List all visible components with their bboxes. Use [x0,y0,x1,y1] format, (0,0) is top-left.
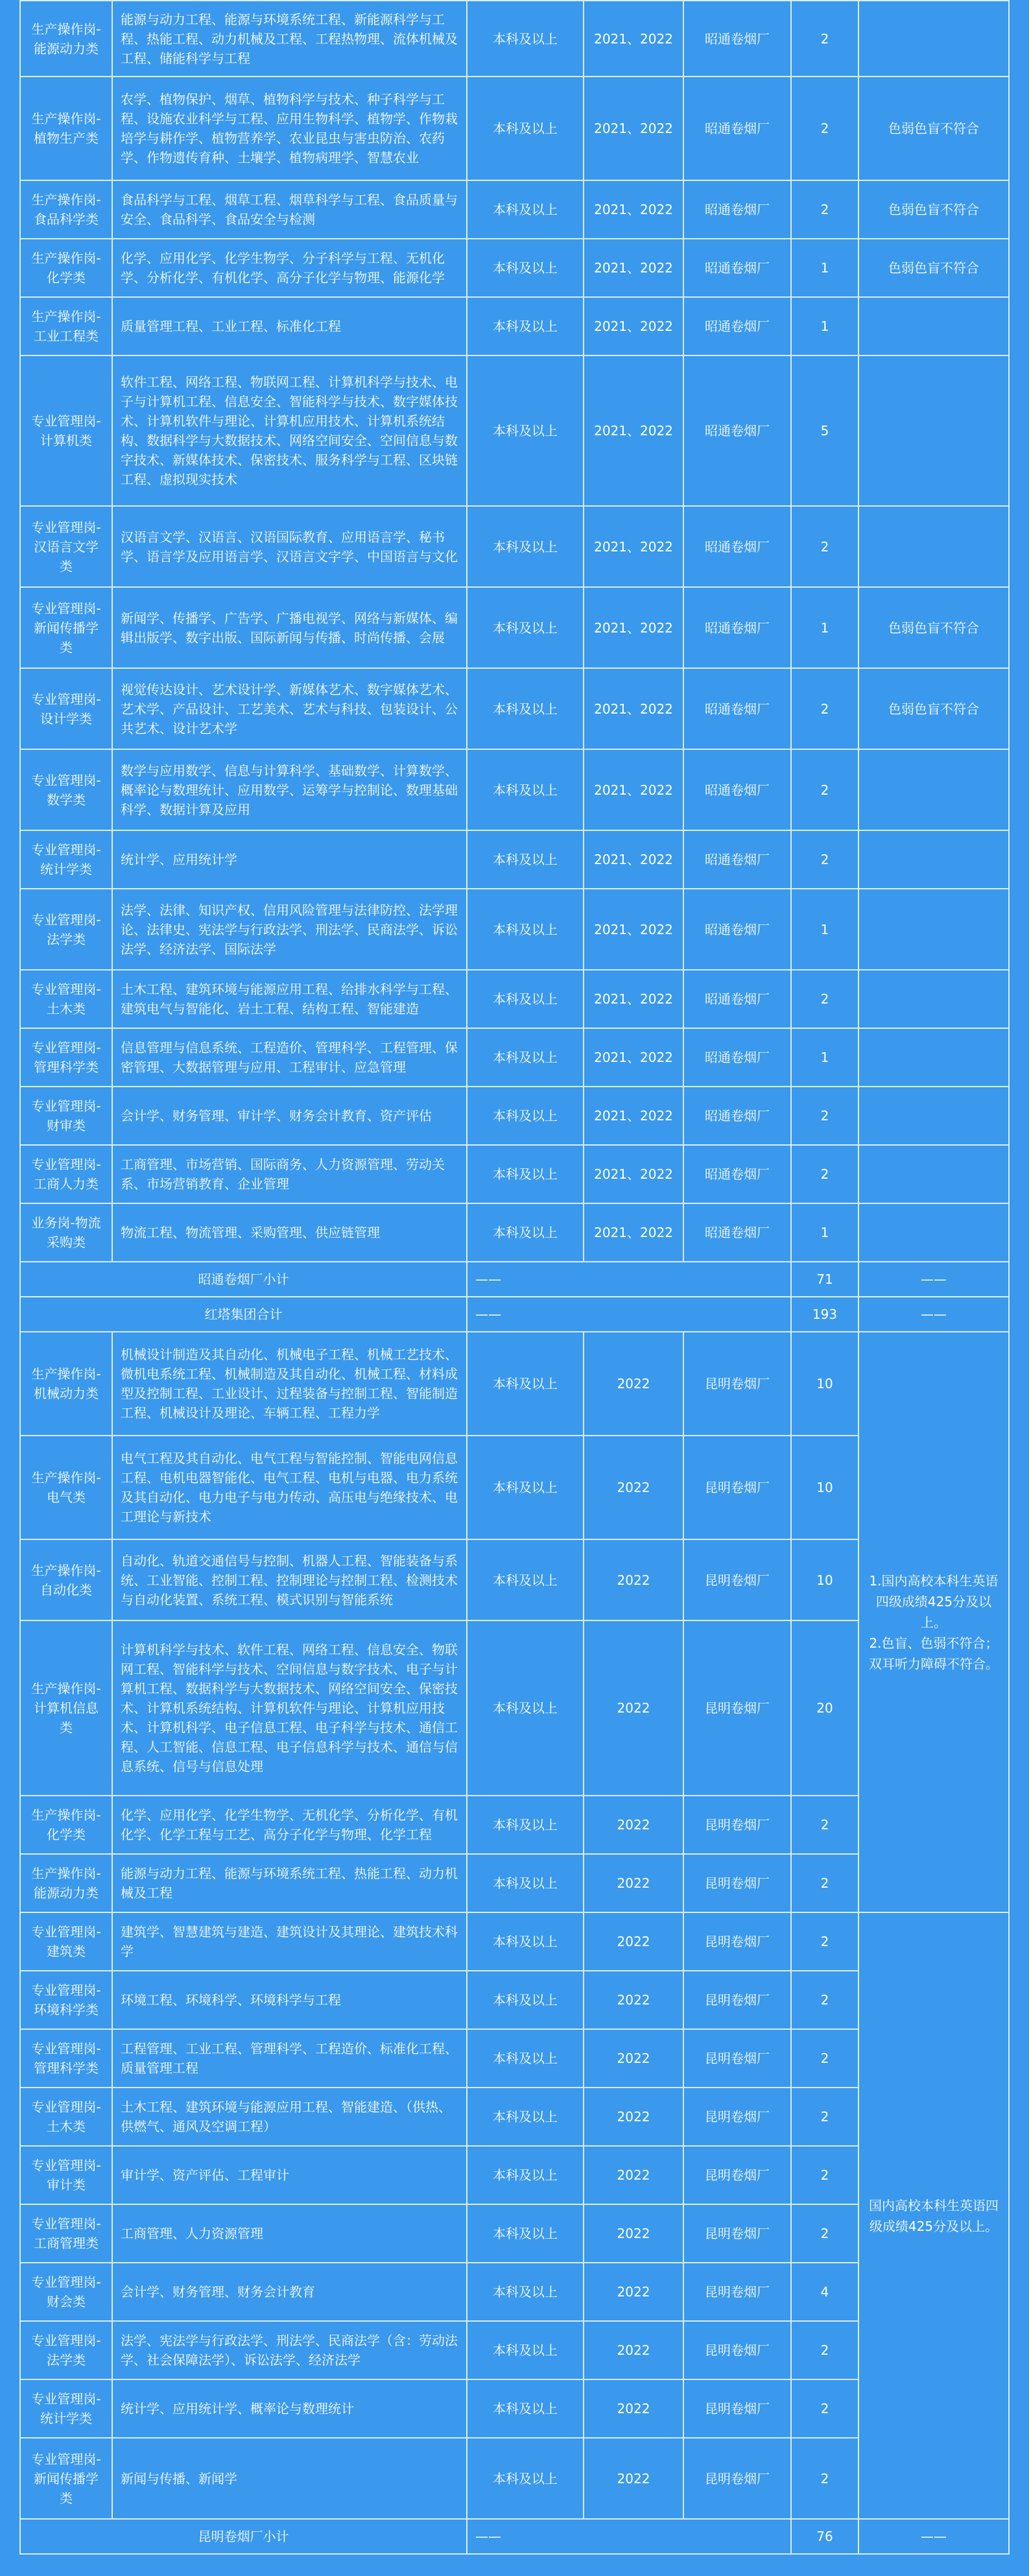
job-cell: 生产操作岗-计算机信息类 [20,1620,112,1796]
merged-note-cell: 国内高校本科生英语四级成绩425分及以上。 [858,1912,1009,2519]
table-row [20,1912,1009,1971]
degree-cell: 本科及以上 [467,1854,584,1912]
table-row [20,970,1009,1028]
table-row [20,239,1009,297]
table-row [20,889,1009,970]
subtotal-dash: —— [467,2519,791,2554]
year-cell: 2022 [584,2438,683,2519]
degree-cell: 本科及以上 [467,749,584,830]
subtotal-count: 193 [791,1297,858,1332]
company-cell: 昭通卷烟厂 [683,77,791,180]
degree-cell: 本科及以上 [467,2088,584,2146]
degree-cell: 本科及以上 [467,506,584,587]
majors-cell: 审计学、资产评估、工程审计 [112,2146,467,2204]
year-cell: 2021、2022 [584,1087,683,1145]
job-cell: 专业管理岗-工商人力类 [20,1145,112,1203]
year-cell: 2021、2022 [584,506,683,587]
year-cell: 2021、2022 [584,297,683,355]
job-cell: 专业管理岗-管理科学类 [20,1028,112,1087]
company-cell: 昭通卷烟厂 [683,1087,791,1145]
job-cell: 专业管理岗-新闻传播学类 [20,2438,112,2519]
job-cell: 生产操作岗-化学类 [20,1796,112,1854]
year-cell: 2022 [584,2088,683,2146]
job-cell: 专业管理岗-法学类 [20,889,112,970]
degree-cell: 本科及以上 [467,2204,584,2263]
company-cell: 昆明卷烟厂 [683,1332,791,1436]
count-cell: 2 [791,1,858,77]
job-cell: 生产操作岗-电气类 [20,1436,112,1539]
table-row [20,830,1009,889]
majors-cell: 法学、宪法学与行政法学、刑法学、民商法学（含：劳动法学、社会保障法学）、诉讼法学、经济法学 [112,2321,467,2379]
count-cell: 2 [791,2088,858,2146]
majors-cell: 自动化、轨道交通信号与控制、机器人工程、智能装备与系统、工业智能、控制工程、控制理论与控制工程、检测技术与自动化装置、系统工程、模式识别与智能系统 [112,1539,467,1620]
degree-cell: 本科及以上 [467,1971,584,2029]
degree-cell: 本科及以上 [467,2438,584,2519]
year-cell: 2021、2022 [584,970,683,1028]
year-cell: 2022 [584,1971,683,2029]
count-cell: 1 [791,889,858,970]
year-cell: 2021、2022 [584,749,683,830]
majors-cell: 软件工程、网络工程、物联网工程、计算机科学与技术、电子与计算机工程、信息安全、智能科学与技术、数字媒体技术、计算机软件与理论、计算机应用技术、计算机系统结构、数据科学与大数据技术、网络空间安全、空间信息与数字技术、新媒体技术、保密技术、服务科学与工程、区块链工程、虚拟现实技术 [112,355,467,506]
degree-cell: 本科及以上 [467,830,584,889]
table-row [20,587,1009,668]
subtotal-count: 71 [791,1262,858,1297]
subtotal-label: 昆明卷烟厂小计 [20,2519,467,2554]
job-cell: 专业管理岗-土木类 [20,2088,112,2146]
count-cell: 2 [791,1971,858,2029]
count-cell: 2 [791,1145,858,1203]
note-line-2: 2.色盲、色弱不符合；双耳听力障碍不符合。 [869,1635,999,1672]
table-row [20,1087,1009,1145]
count-cell: 2 [791,2321,858,2379]
company-cell: 昭通卷烟厂 [683,297,791,355]
table-row [20,297,1009,355]
job-cell: 专业管理岗-统计学类 [20,830,112,889]
majors-cell: 能源与动力工程、能源与环境系统工程、热能工程、动力机械及工程 [112,1854,467,1912]
year-cell: 2021、2022 [584,239,683,297]
note-cell [858,1087,1009,1145]
majors-cell: 化学、应用化学、化学生物学、分子科学与工程、无机化学、分析化学、有机化学、高分子化学与物理、能源化学 [112,239,467,297]
note-cell [858,1145,1009,1203]
degree-cell: 本科及以上 [467,1145,584,1203]
degree-cell: 本科及以上 [467,1332,584,1436]
table-row [20,1028,1009,1087]
count-cell: 2 [791,180,858,239]
degree-cell: 本科及以上 [467,2379,584,2438]
degree-cell: 本科及以上 [467,2146,584,2204]
table-row [20,355,1009,506]
job-cell: 专业管理岗-统计学类 [20,2379,112,2438]
year-cell: 2021、2022 [584,1028,683,1087]
count-cell: 4 [791,2263,858,2321]
count-cell: 1 [791,297,858,355]
note-cell: 色弱色盲不符合 [858,77,1009,180]
company-cell: 昭通卷烟厂 [683,1145,791,1203]
count-cell: 2 [791,970,858,1028]
year-cell: 2022 [584,2204,683,2263]
year-cell: 2022 [584,1620,683,1796]
company-cell: 昭通卷烟厂 [683,506,791,587]
note-cell [858,970,1009,1028]
degree-cell: 本科及以上 [467,1912,584,1971]
degree-cell: 本科及以上 [467,1436,584,1539]
job-cell: 专业管理岗-管理科学类 [20,2029,112,2088]
count-cell: 2 [791,1087,858,1145]
job-cell: 生产操作岗-能源动力类 [20,1854,112,1912]
majors-cell: 能源与动力工程、能源与环境系统工程、新能源科学与工程、热能工程、动力机械及工程、工程热物理、流体机械及工程、储能科学与工程 [112,1,467,77]
note-cell: 色弱色盲不符合 [858,180,1009,239]
degree-cell: 本科及以上 [467,1028,584,1087]
count-cell: 1 [791,1028,858,1087]
subtotal-dash-note: —— [858,2519,1009,2554]
company-cell: 昭通卷烟厂 [683,587,791,668]
degree-cell: 本科及以上 [467,970,584,1028]
job-cell: 专业管理岗-新闻传播学类 [20,587,112,668]
count-cell: 5 [791,355,858,506]
company-cell: 昆明卷烟厂 [683,2204,791,2263]
majors-cell: 工商管理、市场营销、国际商务、人力资源管理、劳动关系、市场营销教育、企业管理 [112,1145,467,1203]
company-cell: 昆明卷烟厂 [683,2321,791,2379]
year-cell: 2022 [584,2263,683,2321]
degree-cell: 本科及以上 [467,1,584,77]
company-cell: 昭通卷烟厂 [683,889,791,970]
majors-cell: 机械设计制造及其自动化、机械电子工程、机械工艺技术、微机电系统工程、机械制造及其自动化、机械工程、材料成型及控制工程、工业设计、过程装备与控制工程、智能制造工程、机械设计及理论、车辆工程、工程力学 [112,1332,467,1436]
degree-cell: 本科及以上 [467,668,584,749]
count-cell: 20 [791,1620,858,1796]
subtotal-label: 昭通卷烟厂小计 [20,1262,467,1297]
majors-cell: 土木工程、建筑环境与能源应用工程、给排水科学与工程、建筑电气与智能化、岩土工程、结构工程、智能建造 [112,970,467,1028]
subtotal-row [20,1262,1009,1297]
count-cell: 2 [791,2438,858,2519]
year-cell: 2021、2022 [584,355,683,506]
majors-cell: 法学、法律、知识产权、信用风险管理与法律防控、法学理论、法律史、宪法学与行政法学、刑法学、民商法学、诉讼法学、经济法学、国际法学 [112,889,467,970]
majors-cell: 新闻与传播、新闻学 [112,2438,467,2519]
table-row [20,1,1009,77]
note-cell: 色弱色盲不符合 [858,587,1009,668]
job-cell: 专业管理岗-汉语言文学类 [20,506,112,587]
year-cell: 2022 [584,1436,683,1539]
count-cell: 2 [791,668,858,749]
year-cell: 2021、2022 [584,180,683,239]
note-line-1: 1.国内高校本科生英语四级成绩425分及以上。 [869,1572,999,1630]
count-cell: 2 [791,830,858,889]
company-cell: 昭通卷烟厂 [683,1203,791,1262]
job-cell: 生产操作岗-机械动力类 [20,1332,112,1436]
job-cell: 专业管理岗-法学类 [20,2321,112,2379]
job-cell: 专业管理岗-财审类 [20,1087,112,1145]
company-cell: 昭通卷烟厂 [683,830,791,889]
job-cell: 专业管理岗-设计学类 [20,668,112,749]
note-cell [858,889,1009,970]
company-cell: 昭通卷烟厂 [683,180,791,239]
job-cell: 专业管理岗-审计类 [20,2146,112,2204]
count-cell: 2 [791,1912,858,1971]
year-cell: 2022 [584,1332,683,1436]
majors-cell: 土木工程、建筑环境与能源应用工程、智能建造、（供热、供燃气、通风及空调工程） [112,2088,467,2146]
table-row [20,1203,1009,1262]
company-cell: 昭通卷烟厂 [683,1028,791,1087]
majors-cell: 数学与应用数学、信息与计算科学、基础数学、计算数学、概率论与数理统计、应用数学、运筹学与控制论、数理基础科学、数据计算及应用 [112,749,467,830]
count-cell: 1 [791,239,858,297]
degree-cell: 本科及以上 [467,355,584,506]
year-cell: 2021、2022 [584,1,683,77]
degree-cell: 本科及以上 [467,77,584,180]
degree-cell: 本科及以上 [467,297,584,355]
year-cell: 2022 [584,2321,683,2379]
degree-cell: 本科及以上 [467,1087,584,1145]
company-cell: 昆明卷烟厂 [683,1912,791,1971]
job-cell: 生产操作岗-工业工程类 [20,297,112,355]
note-cell [858,1203,1009,1262]
company-cell: 昭通卷烟厂 [683,668,791,749]
degree-cell: 本科及以上 [467,1796,584,1854]
majors-cell: 质量管理工程、工业工程、标准化工程 [112,297,467,355]
company-cell: 昭通卷烟厂 [683,749,791,830]
majors-cell: 信息管理与信息系统、工程造价、管理科学、工程管理、保密管理、大数据管理与应用、工程审计、应急管理 [112,1028,467,1087]
majors-cell: 汉语言文学、汉语言、汉语国际教育、应用语言学、秘书学、语言学及应用语言学、汉语言文字学、中国语言与文化 [112,506,467,587]
count-cell: 2 [791,1796,858,1854]
note-cell [858,749,1009,830]
company-cell: 昆明卷烟厂 [683,2438,791,2519]
table-row [20,1332,1009,1436]
company-cell: 昆明卷烟厂 [683,1436,791,1539]
majors-cell: 食品科学与工程、烟草工程、烟草科学与工程、食品质量与安全、食品科学、食品安全与检测 [112,180,467,239]
job-cell: 专业管理岗-建筑类 [20,1912,112,1971]
count-cell: 2 [791,2029,858,2088]
count-cell: 10 [791,1436,858,1539]
year-cell: 2021、2022 [584,77,683,180]
count-cell: 2 [791,749,858,830]
company-cell: 昆明卷烟厂 [683,1620,791,1796]
job-cell: 业务岗-物流采购类 [20,1203,112,1262]
degree-cell: 本科及以上 [467,889,584,970]
year-cell: 2021、2022 [584,830,683,889]
table-body [20,1,1009,2554]
job-cell: 生产操作岗-化学类 [20,239,112,297]
year-cell: 2022 [584,2379,683,2438]
count-cell: 2 [791,1854,858,1912]
note-cell [858,506,1009,587]
majors-cell: 会计学、财务管理、财务会计教育 [112,2263,467,2321]
year-cell: 2021、2022 [584,668,683,749]
job-cell: 专业管理岗-土木类 [20,970,112,1028]
year-cell: 2021、2022 [584,889,683,970]
subtotal-dash: —— [467,1262,791,1297]
subtotal-dash-note: —— [858,1297,1009,1332]
year-cell: 2021、2022 [584,587,683,668]
company-cell: 昆明卷烟厂 [683,1539,791,1620]
job-cell: 专业管理岗-数学类 [20,749,112,830]
subtotal-row [20,1297,1009,1332]
recruitment-table-container [19,0,1008,2555]
year-cell: 2022 [584,2029,683,2088]
note-cell [858,1028,1009,1087]
merged-note-cell [858,1332,1009,1912]
company-cell: 昆明卷烟厂 [683,2146,791,2204]
note-cell: 色弱色盲不符合 [858,668,1009,749]
note-cell [858,830,1009,889]
degree-cell: 本科及以上 [467,1203,584,1262]
job-cell: 生产操作岗-能源动力类 [20,1,112,77]
table-row [20,180,1009,239]
majors-cell: 统计学、应用统计学、概率论与数理统计 [112,2379,467,2438]
company-cell: 昭通卷烟厂 [683,239,791,297]
job-cell: 专业管理岗-工商管理类 [20,2204,112,2263]
degree-cell: 本科及以上 [467,2321,584,2379]
note-cell [858,1,1009,77]
company-cell: 昆明卷烟厂 [683,2088,791,2146]
job-cell: 专业管理岗-计算机类 [20,355,112,506]
year-cell: 2022 [584,1912,683,1971]
table-row [20,668,1009,749]
majors-cell: 化学、应用化学、化学生物学、无机化学、分析化学、有机化学、化学工程与工艺、高分子化学与物理、化学工程 [112,1796,467,1854]
year-cell: 2022 [584,1796,683,1854]
company-cell: 昆明卷烟厂 [683,1854,791,1912]
majors-cell: 建筑学、智慧建筑与建造、建筑设计及其理论、建筑技术科学 [112,1912,467,1971]
year-cell: 2022 [584,1539,683,1620]
company-cell: 昭通卷烟厂 [683,355,791,506]
company-cell: 昆明卷烟厂 [683,1796,791,1854]
majors-cell: 新闻学、传播学、广告学、广播电视学、网络与新媒体、编辑出版学、数字出版、国际新闻与传播、时尚传播、会展 [112,587,467,668]
count-cell: 1 [791,587,858,668]
year-cell: 2021、2022 [584,1145,683,1203]
majors-cell: 物流工程、物流管理、采购管理、供应链管理 [112,1203,467,1262]
majors-cell: 统计学、应用统计学 [112,830,467,889]
year-cell: 2022 [584,1854,683,1912]
degree-cell: 本科及以上 [467,2263,584,2321]
company-cell: 昆明卷烟厂 [683,1971,791,2029]
majors-cell: 工商管理、人力资源管理 [112,2204,467,2263]
year-cell: 2021、2022 [584,1203,683,1262]
company-cell: 昆明卷烟厂 [683,2029,791,2088]
subtotal-row [20,2519,1009,2554]
subtotal-label: 红塔集团合计 [20,1297,467,1332]
count-cell: 10 [791,1332,858,1436]
job-cell: 专业管理岗-财会类 [20,2263,112,2321]
table-row [20,1145,1009,1203]
count-cell: 10 [791,1539,858,1620]
majors-cell: 会计学、财务管理、审计学、财务会计教育、资产评估 [112,1087,467,1145]
year-cell: 2022 [584,2146,683,2204]
degree-cell: 本科及以上 [467,587,584,668]
count-cell: 2 [791,77,858,180]
majors-cell: 农学、植物保护、烟草、植物科学与技术、种子科学与工程、设施农业科学与工程、应用生物科学、植物学、作物栽培学与耕作学、植物营养学、农业昆虫与害虫防治、农药学、作物遗传育种、土壤学、植物病理学、智慧农业 [112,77,467,180]
table-row [20,77,1009,180]
majors-cell: 工程管理、工业工程、管理科学、工程造价、标准化工程、质量管理工程 [112,2029,467,2088]
job-cell: 生产操作岗-自动化类 [20,1539,112,1620]
note-cell: 色弱色盲不符合 [858,239,1009,297]
company-cell: 昆明卷烟厂 [683,2379,791,2438]
note-cell [858,297,1009,355]
job-cell: 专业管理岗-环境科学类 [20,1971,112,2029]
note-cell [858,355,1009,506]
count-cell: 2 [791,2146,858,2204]
company-cell: 昭通卷烟厂 [683,1,791,77]
recruitment-table [19,0,1010,2555]
count-cell: 2 [791,506,858,587]
count-cell: 2 [791,2204,858,2263]
degree-cell: 本科及以上 [467,239,584,297]
majors-cell: 环境工程、环境科学、环境科学与工程 [112,1971,467,2029]
subtotal-dash: —— [467,1297,791,1332]
job-cell: 生产操作岗-食品科学类 [20,180,112,239]
table-row [20,749,1009,830]
count-cell: 2 [791,2379,858,2438]
degree-cell: 本科及以上 [467,180,584,239]
degree-cell: 本科及以上 [467,1620,584,1796]
degree-cell: 本科及以上 [467,1539,584,1620]
majors-cell: 电气工程及其自动化、电气工程与智能控制、智能电网信息工程、电机电器智能化、电气工程、电机与电器、电力系统及其自动化、电力电子与电力传动、高压电与绝缘技术、电工理论与新技术 [112,1436,467,1539]
job-cell: 生产操作岗-植物生产类 [20,77,112,180]
subtotal-dash-note: —— [858,1262,1009,1297]
majors-cell: 计算机科学与技术、软件工程、网络工程、信息安全、物联网工程、智能科学与技术、空间信息与数字技术、电子与计算机工程、数据科学与大数据技术、网络空间安全、保密技术、计算机系统结构、计算机软件与理论、计算机应用技术、计算机科学、电子信息工程、电子科学与技术、通信工程、人工智能、信息工程、电子信息科学与技术、通信与信息系统、信号与信息处理 [112,1620,467,1796]
degree-cell: 本科及以上 [467,2029,584,2088]
table-row [20,506,1009,587]
company-cell: 昆明卷烟厂 [683,2263,791,2321]
company-cell: 昭通卷烟厂 [683,970,791,1028]
subtotal-count: 76 [791,2519,858,2554]
majors-cell: 视觉传达设计、艺术设计学、新媒体艺术、数字媒体艺术、艺术学、产品设计、工艺美术、艺术与科技、包装设计、公共艺术、设计艺术学 [112,668,467,749]
count-cell: 1 [791,1203,858,1262]
